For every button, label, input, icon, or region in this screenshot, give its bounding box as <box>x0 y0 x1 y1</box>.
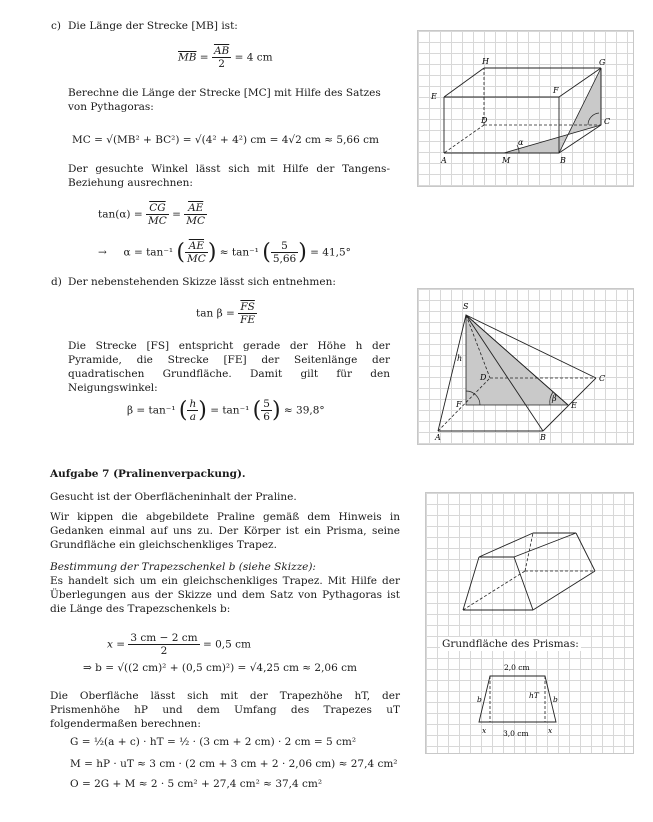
eq-alpha-result: = 41,5° <box>310 246 351 259</box>
eq-b: ⇒ b = √((2 cm)² + (0,5 cm)²) = √4,25 cm ≈ 2,06 cm <box>83 662 357 674</box>
eq-tan-f1-num: $\overline{CG}$ <box>146 202 169 215</box>
eq-x-num: 3 cm − 2 cm <box>130 632 198 644</box>
eq-x-den: 2 <box>160 645 168 657</box>
task7-para3: Es handelt sich um ein gleichschenkliges Trapez. Mit Hilfe der Überlegungen aus der Skizze und dem Satz von Pythagoras ist die Länge des Trapezschenkels b: <box>50 575 400 615</box>
trapezoid <box>479 676 556 722</box>
task7-line1: Gesucht ist der Oberflächeninhalt der Praline. <box>50 491 297 503</box>
label-top: 2,0 cm <box>504 663 530 672</box>
label-H: H <box>482 57 489 66</box>
eq-mb-right: = 4 cm <box>234 51 273 64</box>
eq-alpha: → α = tan⁻¹ ( $\frac{\overline{AE}}{MC}$ ) ≈ tan⁻¹ ( $\frac{5}{5,66}$ ) = 41,5° <box>98 240 351 265</box>
label-M: M <box>502 156 511 165</box>
eq-M: M = hP · uT ≈ 3 cm · (2 cm + 3 cm + 2 · 2,06 cm) ≈ 27,4 cm² <box>70 758 398 770</box>
label-B: B <box>540 433 546 442</box>
eq-beta-f2-num: 5 <box>263 398 270 410</box>
label-h: h <box>457 354 463 363</box>
eq-alpha-num2: 5 <box>271 240 298 253</box>
eq-x-result: = 0,5 cm <box>202 638 251 651</box>
eq-beta-lhs: β = tan⁻¹ <box>127 404 176 417</box>
eq-alpha-den1: MC <box>187 253 206 265</box>
label-b-left: b <box>477 695 482 704</box>
eq-mb-den: 2 <box>218 58 225 70</box>
pyramid-svg <box>418 289 633 444</box>
label-x-right: x <box>548 726 553 735</box>
eq-beta-f1-den: a <box>189 411 196 423</box>
eq-beta-f1-num: h <box>189 398 197 410</box>
part-d-intro: Der nebenstehenden Skizze lässt sich entnehmen: <box>68 276 336 288</box>
part-c-tan-text: Der gesuchte Winkel lässt sich mit Hilfe der Tangens-Beziehung ausrechnen: <box>68 163 390 189</box>
eq-tan-alpha: tan(α) = $\frac{\overline{CG}}{MC}$ = $\frac{\overline{AE}}{MC}$ <box>98 202 206 227</box>
label-E: E <box>431 92 437 101</box>
task7-title: Aufgabe 7 (Pralinenverpackung). <box>50 468 246 480</box>
label-B: B <box>560 156 566 165</box>
eq-O: O = 2G + M ≈ 2 · 5 cm² + 27,4 cm² ≈ 37,4 cm² <box>70 778 323 790</box>
eq-tan-lhs: tan(α) = <box>98 208 143 221</box>
part-c-intro: Die Länge der Strecke [MB] ist: <box>68 20 238 32</box>
eq-mb-left: $\overline{MB}$ <box>178 51 197 64</box>
eq-x-lhs: x = <box>107 638 126 651</box>
label-x-left: x <box>482 726 487 735</box>
label-G: G <box>599 58 606 67</box>
part-d-marker: d) <box>51 276 62 288</box>
task7-subheading: Bestimmung der Trapezschenkel b (siehe Skizze): <box>50 561 316 573</box>
eq-alpha-approx: ≈ tan⁻¹ <box>219 246 259 259</box>
eq-G: G = ½(a + c) · hT = ½ · (3 cm + 2 cm) · 2 cm = 5 cm² <box>70 736 357 748</box>
part-c-instruction: Berechne die Länge der Strecke [MC] mit Hilfe des Satzes von Pythagoras: <box>68 87 381 113</box>
label-C: C <box>604 117 611 126</box>
label-A: A <box>435 433 441 442</box>
part-c-marker: c) <box>51 20 61 32</box>
eq-alpha-lhs: α = tan⁻¹ <box>123 246 174 259</box>
eq-mb-fraction <box>212 45 231 70</box>
eq-alpha-den2: 5,66 <box>272 253 297 265</box>
prism-svg <box>426 493 633 633</box>
eq-x <box>107 632 251 657</box>
eq-tan-f2-num: $\overline{AE}$ <box>184 202 207 215</box>
eq-mb: $\overline{MB}$ = $\frac{\overline{AB}}{2}$ = 4 cm <box>178 45 273 70</box>
figure-pyramid <box>417 288 634 445</box>
eq-tan-beta-den: FE <box>240 314 256 326</box>
part-d-explanation: Die Strecke [FS] entspricht gerade der Höhe h der Pyramide, die Strecke [FE] der Seitenlänge der quadratischen Grundfläche. Damit gilt für den Neigungswinkel: <box>68 340 390 394</box>
task7-para2: Wir kippen die abgebildete Praline gemäß dem Hinweis in Gedanken einmal auf uns zu. Der Körper ist ein Prisma, seine Grundfläche ein gleichschenkliges Trapez. <box>50 511 400 551</box>
eq-beta-mid: = tan⁻¹ <box>210 404 250 417</box>
figure-prism <box>425 492 634 754</box>
label-C: C <box>599 374 606 383</box>
eq-beta-result: ≈ 39,8° <box>283 404 325 417</box>
eq-tan-beta <box>196 301 257 326</box>
eq-tan-beta-lhs: tan β = <box>196 307 235 320</box>
eq-beta: β = tan⁻¹ ( $\frac{h}{a}$ ) = tan⁻¹ ( $\frac{5}{6}$ ) ≈ 39,8° <box>127 398 325 423</box>
label-F: F <box>553 86 559 95</box>
eq-mb-num: $\overline{AB}$ <box>213 45 230 57</box>
task7-para4: Die Oberfläche lässt sich mit der Trapezhöhe hT, der Prismenhöhe hP und dem Umfang des Trapezes uT folgendermaßen berechnen: <box>50 690 400 730</box>
figure-cuboid <box>417 30 634 187</box>
cuboid-svg <box>418 31 633 186</box>
label-D: D <box>481 116 488 125</box>
eq-tan-f2-den: MC <box>186 215 206 227</box>
label-hT: hT <box>529 691 539 700</box>
eq-beta-f2-den: 6 <box>263 411 270 423</box>
eq-mc: MC = √(MB² + BC²) = √(4² + 4²) cm = 4√2 cm ≈ 5,66 cm <box>72 134 379 146</box>
eq-alpha-num1: $\overline{AE}$ <box>185 240 208 253</box>
label-bottom: 3,0 cm <box>503 729 529 738</box>
label-D: D <box>480 373 487 382</box>
label-S: S <box>463 302 469 311</box>
label-F: F <box>456 400 462 409</box>
eq-alpha-arrow: → <box>98 246 107 259</box>
eq-tan-f1-den: MC <box>148 215 167 227</box>
trapezoid-svg <box>426 658 633 748</box>
eq-tan-beta-num: $\overline{FS}$ <box>238 301 257 314</box>
label-beta: β <box>552 394 557 403</box>
label-alpha: α <box>518 138 524 147</box>
label-E: E <box>571 401 577 410</box>
label-A: A <box>441 156 447 165</box>
prism-caption: Grundfläche des Prismas: <box>442 638 579 650</box>
label-b-right: b <box>553 695 558 704</box>
